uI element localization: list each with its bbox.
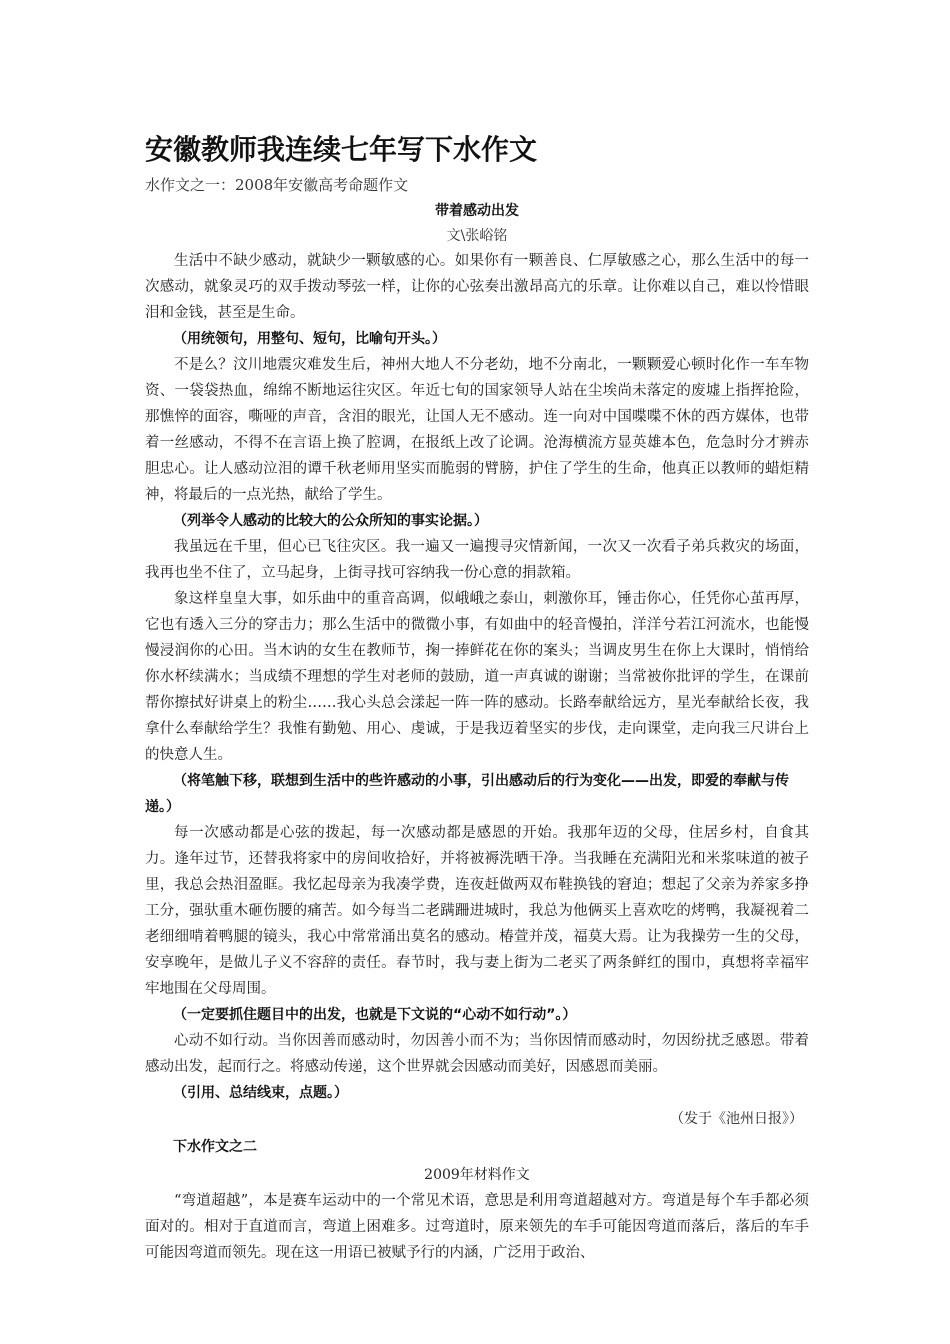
document-subtitle: 水作文之一：2008年安徽高考命题作文 [145, 176, 409, 194]
body-paragraph: 不是么？汶川地震灾难发生后，神州大地人不分老幼，地不分南北，一颗颗爱心顿时化作一车车物资、一袋袋热血，绵绵不断地运往灾区。年近七旬的国家领导人站在尘埃尚未落定的废墟上指挥抢险，那憔悴的面容，嘶哑的声音，含泪的眼光，让国人无不感动。连一向对中国喋喋不休的西方媒体，也带着一丝感动，不得不在言语上换了腔调，在报纸上改了论调。沧海横流方显英雄本色，危急时分才辨赤胆忠心。让人感动泣泪的谭千秋老师用坚实而脆弱的臂膀，护住了学生的生命，他真正以教师的蜡炬精神，将最后的一点光热，献给了学生。 [145, 357, 809, 503]
annotation-note: （用统领句，用整句、短句，比喻句开头。） [173, 331, 446, 347]
annotation-note: （一定要抓住题目中的出发，也就是下文说的“心动不如行动”。） [173, 1007, 577, 1023]
body-paragraph: 象这样皇皇大事，如乐曲中的重音高调，似峨峨之泰山，刺激你耳，锤击你心，任凭你心茧再厚，它也有透入三分的穿击力；那么生活中的微微小事，有如曲中的轻音慢拍，洋洋兮若江河流水，也能慢慢浸润你的心田。当木讷的女生在教师节，掬一捧鲜花在你的案头；当调皮男生在你上大课时，悄悄给你水杯续满水；当成绩不理想的学生对老师的鼓励，道一声真诚的谢谢；当常被你批评的学生，在课前帮你擦拭好讲桌上的粉尘……我心头总会漾起一阵一阵的感动。长路奉献给远方，星光奉献给长夜，我拿什么奉献给学生？我惟有勤勉、用心、虔诚，于是我迈着坚实的步伐，走向课堂，走向我三尺讲台上的快意人生。 [145, 591, 809, 763]
publication-source: （发于《池州日报》） [670, 1111, 803, 1127]
essay-author: 文\张峪铭 [446, 228, 508, 244]
document-body [145, 128, 809, 1266]
essay2-paragraph: “弯道超越”，本是赛车运动中的一个常见术语，意思是利用弯道超越对方。弯道是每个车手都必须面对的。相对于直道而言，弯道上困难多。过弯道时，原来领先的车手可能因弯道而落后，落后的车手可能因弯道而领先。现在这一用语已被赋予行的内涵，广泛用于政治、 [145, 1193, 809, 1261]
section-heading: 下水作文之二 [173, 1139, 257, 1155]
body-paragraph: 我虽远在千里，但心已飞往灾区。我一遍又一遍搜寻灾情新闻，一次又一次看子弟兵救灾的场面，我再也坐不住了，立马起身，上街寻找可容纳我一份心意的捐款箱。 [145, 539, 809, 581]
essay-title: 带着感动出发 [435, 203, 519, 219]
annotation-note: （列举令人感动的比较大的公众所知的事实论据。） [173, 513, 488, 529]
annotation-note: （引用、总结线束，点题。） [173, 1085, 348, 1101]
body-paragraph: 心动不如行动。当你因善而感动时，勿因善小而不为；当你因情而感动时，勿因纷扰乏感恩。带着感动出发，起而行之。将感动传递，这个世界就会因感动而美好，因感恩而美丽。 [145, 1033, 809, 1075]
essay-body [145, 248, 809, 1106]
essay2-title: 2009年材料作文 [424, 1167, 530, 1183]
document-title: 安徽教师我连续七年写下水作文 [145, 133, 538, 166]
body-paragraph: 生活中不缺少感动，就缺少一颗敏感的心。如果你有一颗善良、仁厚敏感之心，那么生活中的每一次感动，就象灵巧的双手拨动琴弦一样，让你的心弦奏出激昂高亢的乐章。让你难以自己，难以怜惜眼泪和金钱，甚至是生命。 [145, 253, 809, 321]
body-paragraph: 每一次感动都是心弦的拨起，每一次感动都是感恩的开始。我那年迈的父母，住居乡村，自食其力。逢年过节，还替我将家中的房间收拾好，并将被褥洗晒干净。当我睡在充满阳光和米浆味道的被子里，我总会热泪盈眶。我忆起母亲为我凑学费，连夜赶做两双布鞋换钱的窘迫；想起了父亲为养家多挣工分，强驮重木砸伤腰的痛苦。如今每当二老蹒跚进城时，我总为他俩买上喜欢吃的烤鸭，我凝视着二老细细啃着鸭腿的镜头，我心中常常涌出莫名的感动。椿萱并茂，福莫大焉。让为我操劳一生的父母，安享晚年，是做儿子义不容辞的责任。春节时，我与妻上街为二老买了两条鲜红的围巾，真想将幸福牢牢地围在父母周围。 [145, 825, 809, 997]
annotation-note: （将笔触下移，联想到生活中的些许感动的小事，引出感动后的行为变化——出发，即爱的奉献与传递。） [145, 773, 789, 815]
